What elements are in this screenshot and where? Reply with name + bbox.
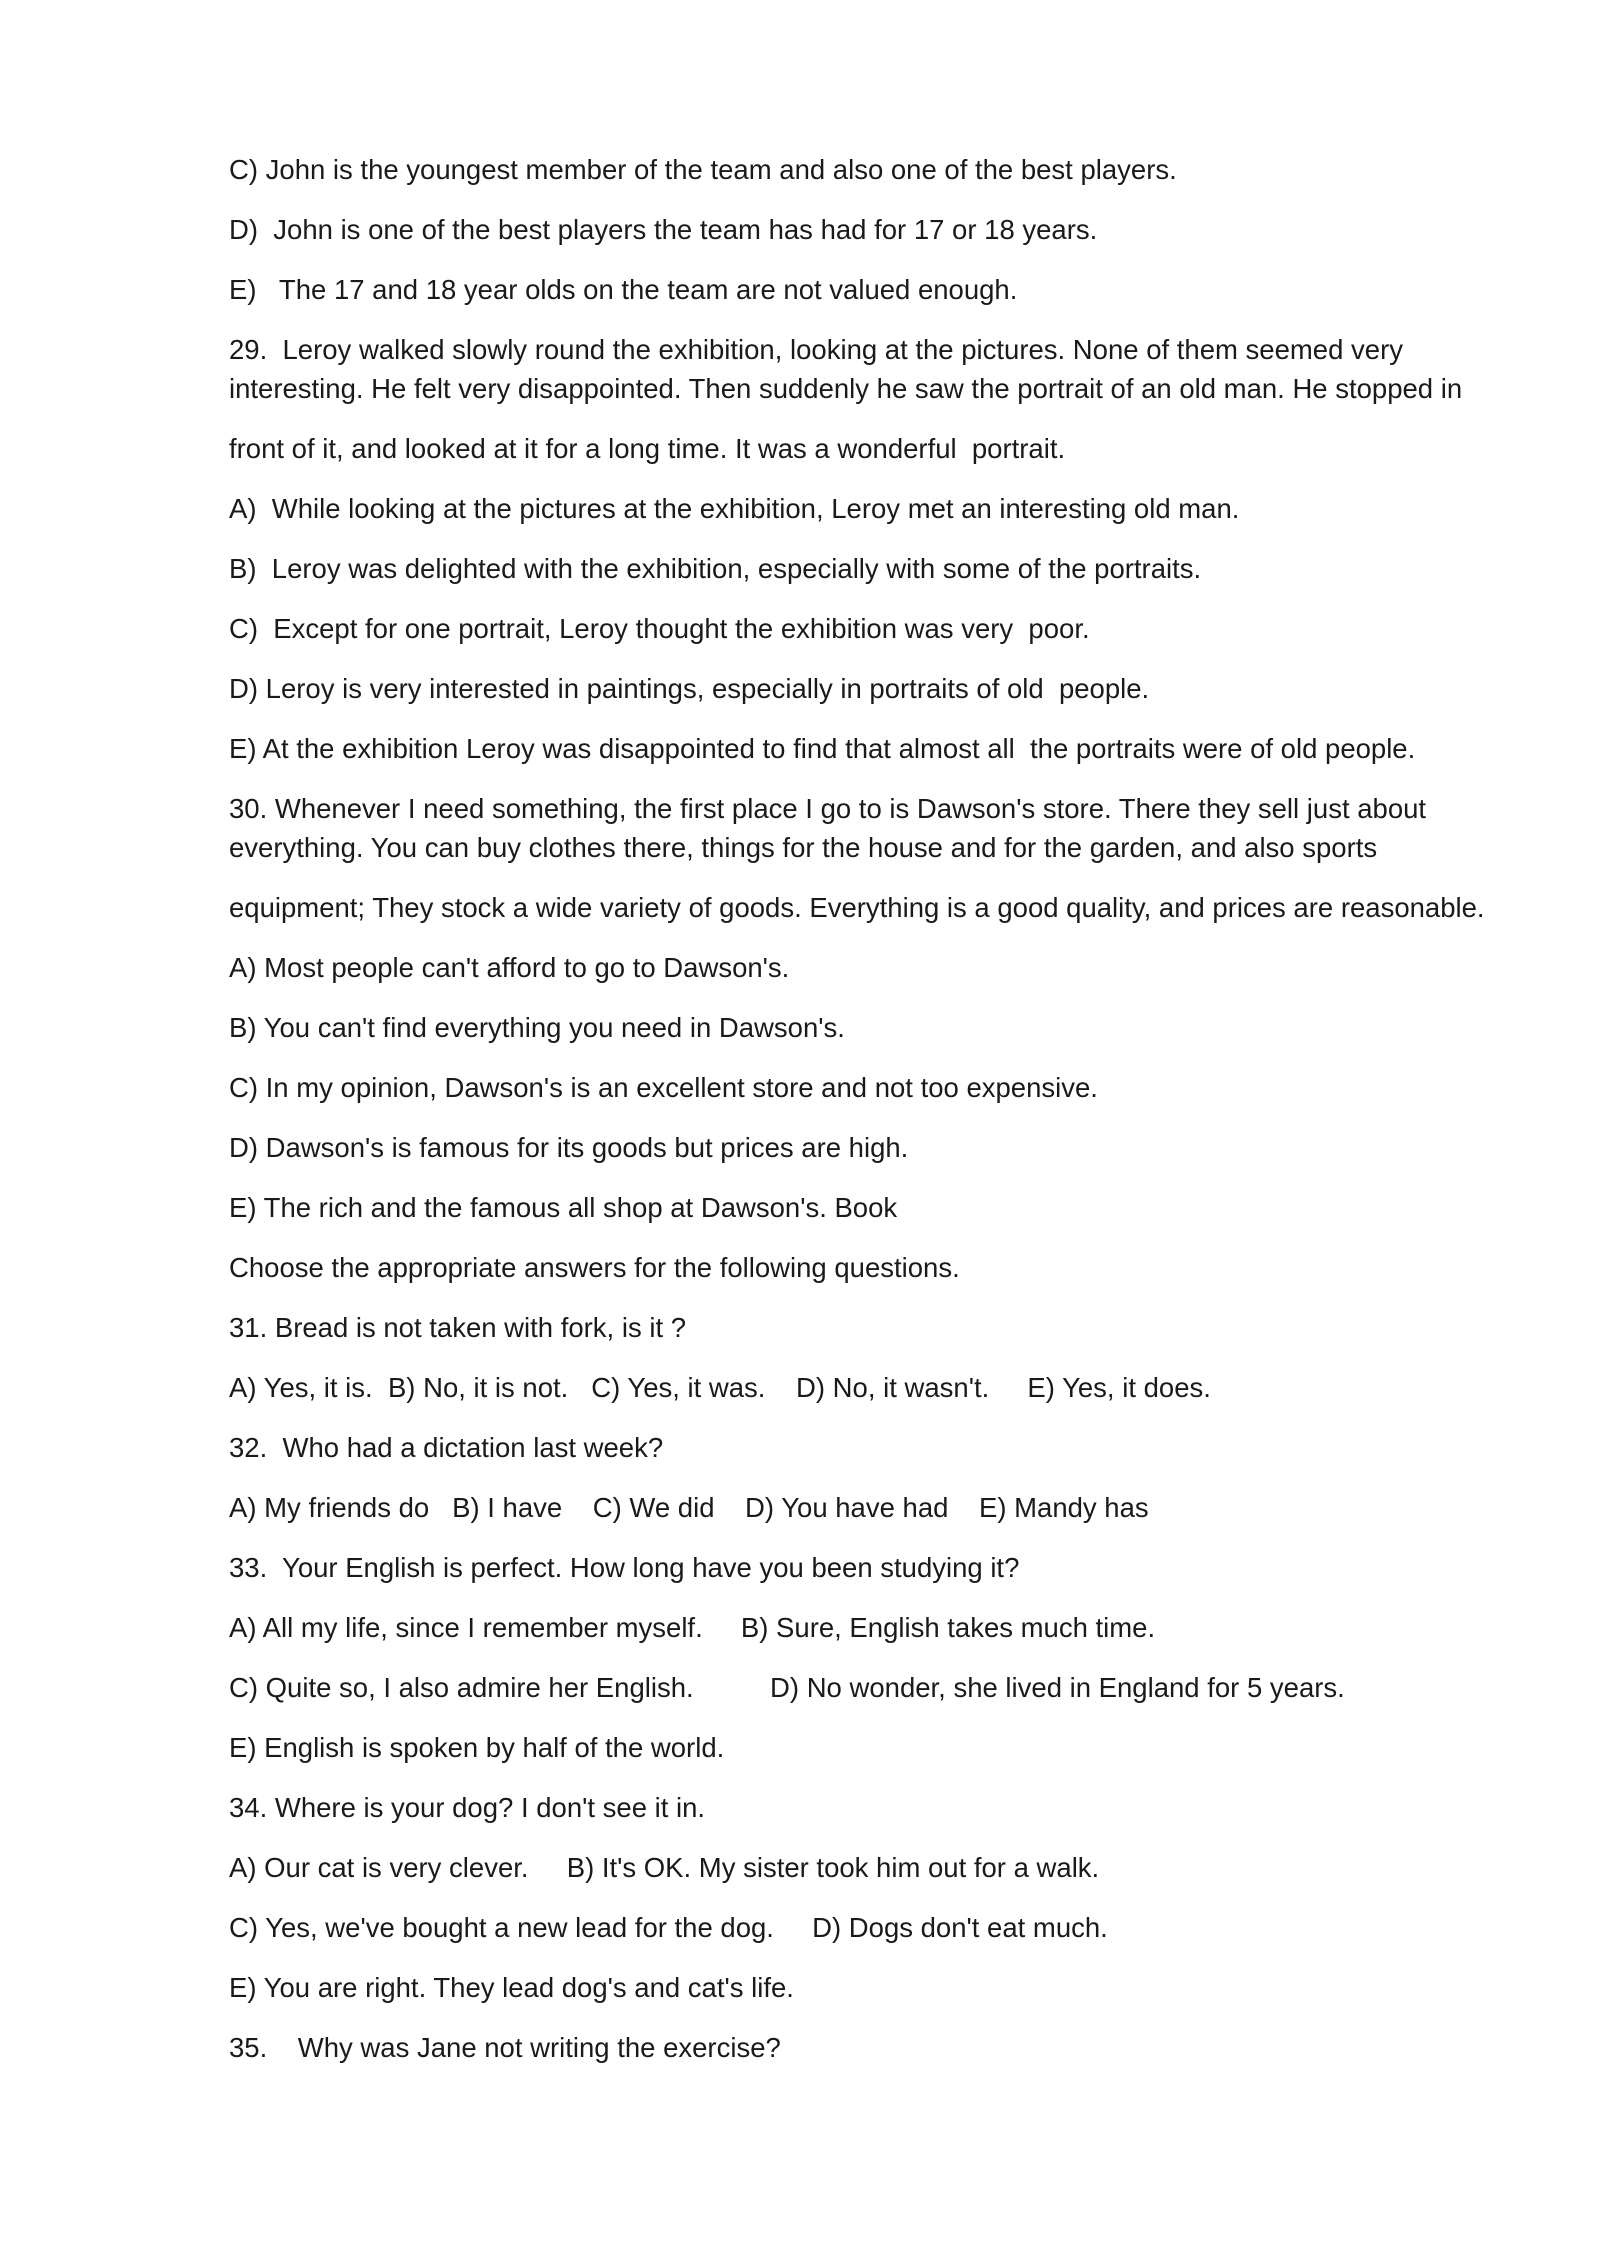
q29-option-e: E) At the exhibition Leroy was disappointed to find that almost all the portraits were of old people. xyxy=(229,733,1416,764)
q29-option-c: C) Except for one portrait, Leroy thought the exhibition was very poor. xyxy=(229,613,1090,644)
question-29-line-2: interesting. He felt very disappointed. Then suddenly he saw the portrait of an old man. He stopped in xyxy=(229,373,1463,404)
q28-option-e: E) The 17 and 18 year olds on the team are not valued enough. xyxy=(229,274,1018,305)
q33-options-row-2: C) Quite so, I also admire her English. D) No wonder, she lived in England for 5 years. xyxy=(229,1672,1345,1703)
q30-option-c: C) In my opinion, Dawson's is an excellent store and not too expensive. xyxy=(229,1072,1098,1103)
question-32: 32. Who had a dictation last week? xyxy=(229,1432,664,1463)
question-30-line-2: everything. You can buy clothes there, things for the house and for the garden, and also sports xyxy=(229,832,1378,863)
q30-option-e: E) The rich and the famous all shop at Dawson's. Book xyxy=(229,1192,898,1223)
q30-option-a: A) Most people can't afford to go to Dawson's. xyxy=(229,952,790,983)
question-34: 34. Where is your dog? I don't see it in. xyxy=(229,1792,706,1823)
q28-option-c: C) John is the youngest member of the team and also one of the best players. xyxy=(229,154,1177,185)
question-29 xyxy=(229,330,1489,468)
q29-option-a: A) While looking at the pictures at the exhibition, Leroy met an interesting old man. xyxy=(229,493,1240,524)
question-33: 33. Your English is perfect. How long have you been studying it? xyxy=(229,1552,1020,1583)
q34-options-row-3: E) You are right. They lead dog's and cat's life. xyxy=(229,1972,794,2003)
section-instruction: Choose the appropriate answers for the following questions. xyxy=(229,1252,960,1283)
q34-options-row-1: A) Our cat is very clever. B) It's OK. My sister took him out for a walk. xyxy=(229,1852,1100,1883)
document-body xyxy=(229,150,1489,2088)
q29-option-d: D) Leroy is very interested in paintings, especially in portraits of old people. xyxy=(229,673,1150,704)
question-29-line-1: 29. Leroy walked slowly round the exhibition, looking at the pictures. None of them seemed very xyxy=(229,334,1403,365)
q33-options-row-3: E) English is spoken by half of the world. xyxy=(229,1732,725,1763)
q32-options: A) My friends do B) I have C) We did D) You have had E) Mandy has xyxy=(229,1492,1149,1523)
question-30 xyxy=(229,789,1489,927)
q30-option-d: D) Dawson's is famous for its goods but prices are high. xyxy=(229,1132,909,1163)
question-30-line-1: 30. Whenever I need something, the first place I go to is Dawson's store. There they sell just about xyxy=(229,793,1427,824)
question-30-line-3: equipment; They stock a wide variety of goods. Everything is a good quality, and prices are reasonable. xyxy=(229,892,1485,923)
q34-options-row-2: C) Yes, we've bought a new lead for the dog. D) Dogs don't eat much. xyxy=(229,1912,1108,1943)
q29-option-b: B) Leroy was delighted with the exhibition, especially with some of the portraits. xyxy=(229,553,1202,584)
question-29-line-3: front of it, and looked at it for a long time. It was a wonderful portrait. xyxy=(229,433,1066,464)
q33-options-row-1: A) All my life, since I remember myself. B) Sure, English takes much time. xyxy=(229,1612,1156,1643)
q31-options: A) Yes, it is. B) No, it is not. C) Yes, it was. D) No, it wasn't. E) Yes, it does. xyxy=(229,1372,1211,1403)
q30-option-b: B) You can't find everything you need in Dawson's. xyxy=(229,1012,845,1043)
q28-option-d: D) John is one of the best players the team has had for 17 or 18 years. xyxy=(229,214,1098,245)
question-31: 31. Bread is not taken with fork, is it ? xyxy=(229,1312,687,1343)
question-35: 35. Why was Jane not writing the exercise? xyxy=(229,2032,781,2063)
